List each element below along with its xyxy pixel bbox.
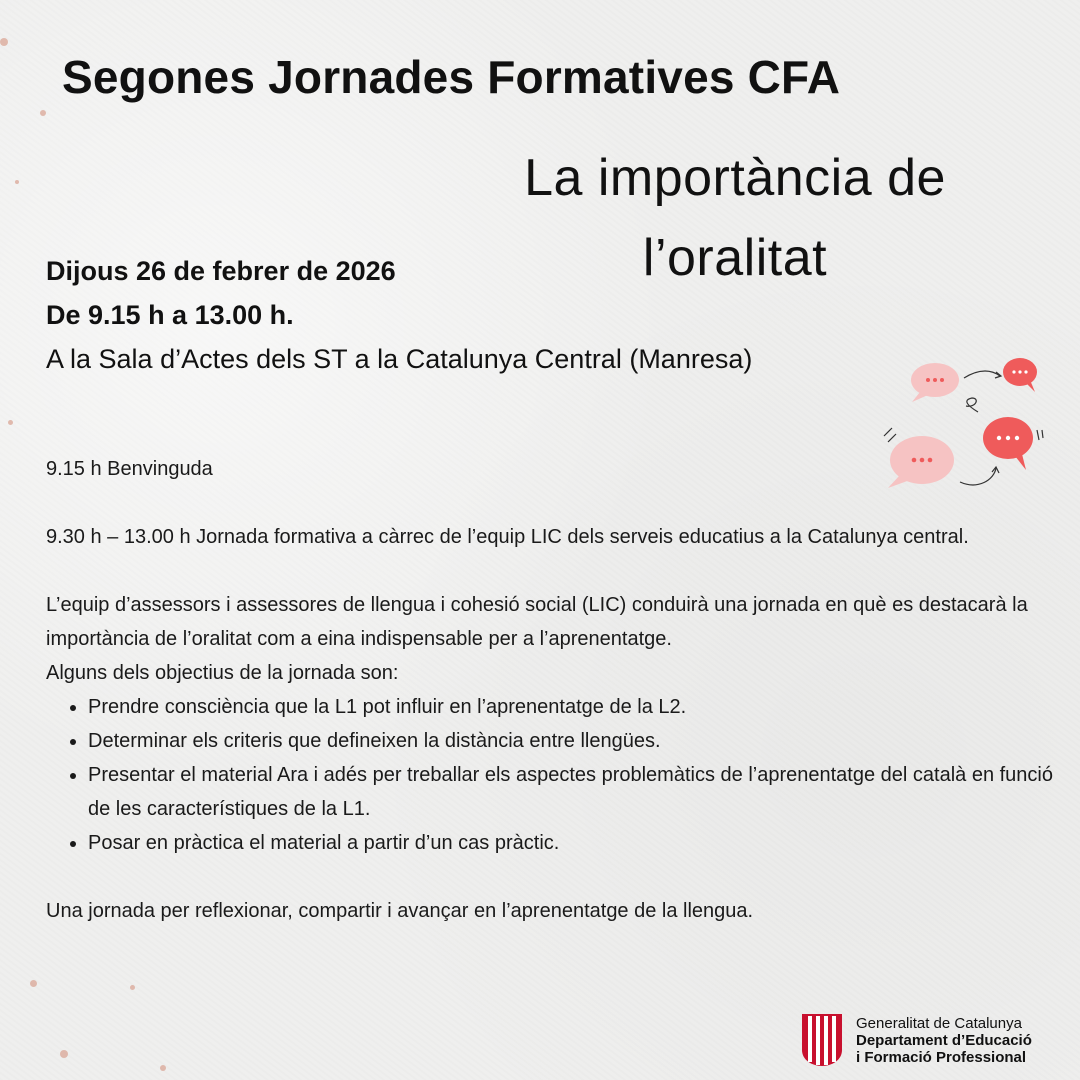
list-item: • Posar en pràctica el material a partir d’un cas pràctic. <box>88 826 1056 860</box>
subtitle-line: La importància de <box>524 149 946 207</box>
program-body <box>46 452 1056 928</box>
decor-dot <box>15 180 19 184</box>
logo-line: i Formació Professional <box>856 1048 1027 1066</box>
program-welcome: 9.15 h Benvinguda <box>46 458 213 480</box>
list-item: • Presentar el material Ara i adés per treballar els aspectes problemàtics de l’aprenentatge del català en funció de les característiques de la L1. <box>88 758 1056 826</box>
page-title: Segones Jornades Formatives CFA <box>62 51 841 103</box>
decor-dot <box>40 110 46 116</box>
objectives-intro: Alguns dels objectius de la jornada son: <box>46 662 399 684</box>
decor-dot <box>160 1065 166 1071</box>
list-item: • Determinar els criteris que defineixen la distància entre llengües. <box>88 724 1056 758</box>
program-description: L’equip d’assessors i assessores de llengua i cohesió social (LIC) conduirà una jornada en què es destacarà la importància de l’oralitat com a eina indispensable per a l’aprenentatge. <box>46 594 1028 650</box>
decor-dot <box>130 985 135 990</box>
event-place: A la Sala d’Actes dels ST a la Catalunya Central (Manresa) <box>46 344 753 374</box>
decor-dot <box>8 420 13 425</box>
decor-dot <box>30 980 37 987</box>
objectives-list <box>46 690 1056 860</box>
event-date: Dijous 26 de febrer de 2026 <box>46 256 396 286</box>
generalitat-logo <box>798 1012 1032 1068</box>
logo-line: Generalitat de Catalunya <box>856 1014 1022 1032</box>
decor-dot <box>0 38 8 46</box>
page-subtitle <box>440 138 1030 298</box>
list-item: • Prendre consciència que la L1 pot influir en l’aprenentatge de la L2. <box>88 690 1056 724</box>
generalitat-emblem-icon <box>798 1012 846 1068</box>
subtitle-line: l’oralitat <box>642 229 828 287</box>
logo-line: Departament d’Educació <box>856 1031 1032 1049</box>
logo-text <box>856 1015 1032 1066</box>
event-time: De 9.15 h a 13.00 h. <box>46 300 294 330</box>
decor-dot <box>60 1050 68 1058</box>
program-closing: Una jornada per reflexionar, compartir i avançar en l’aprenentatge de la llengua. <box>46 900 754 922</box>
program-session: 9.30 h – 13.00 h Jornada formativa a càrrec de l’equip LIC dels serveis educatius a la Catalunya central. <box>46 526 969 548</box>
